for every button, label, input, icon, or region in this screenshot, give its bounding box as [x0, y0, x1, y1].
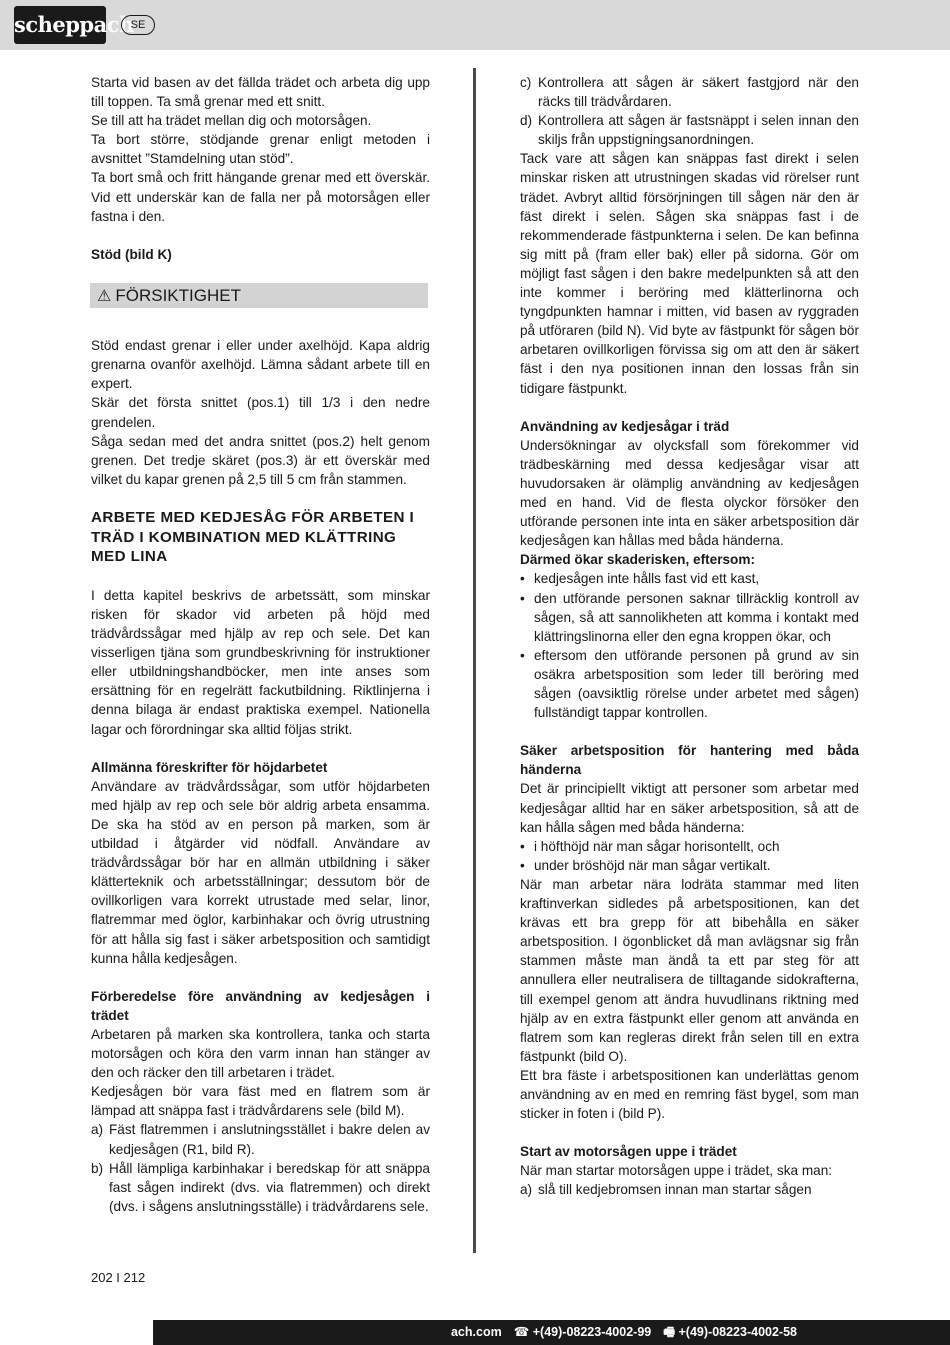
bullet-item: • i höfthöjd när man sågar horisontellt, och [520, 837, 859, 856]
footer-gap [0, 1320, 153, 1345]
paragraph: Ta bort små och fritt hängande grenar med ett överskär. Vid ett underskär kan de falla ner på motorsågen eller fastna i den. [91, 170, 430, 224]
page-footer [0, 1320, 950, 1345]
chapter-heading: ARBETE MED KEDJESÅG FÖR ARBETEN I TRÄD I KOMBINATION MED KLÄTTRING MED LINA [91, 508, 415, 566]
section-heading: Start av motorsågen uppe i trädet [520, 1144, 737, 1160]
list-marker: a) [520, 1182, 533, 1198]
caution-banner [90, 283, 428, 308]
phone-number: ☎ +(49)-08223-4002-99 [513, 1325, 652, 1339]
paragraph: Starta vid basen av det fällda trädet och arbeta dig upp till toppen. Ta små grenar med ett snitt. [91, 75, 430, 110]
column-divider [473, 68, 476, 1253]
paragraph: I detta kapitel beskrivs de arbetssätt, som minskar risken för skador vid arbeten på höjd med trädvårdssågar med hjälp av rep och sele. Det kan visserligen tjäna som grundbeskrivning för instruktioner eller utbildningshandböcker, men inte anses som ersättning för en regelrätt fackutbildning. Riktlinjerna i denna bilaga är endast praktiska exempel. Nationella lagar och förordningar ska alltid följas strikt. [91, 587, 430, 737]
list-item-text: Håll lämpliga karbinhakar i beredskap för att snäppa fast sågen indirekt (dvs. via flatremmen) och direkt (dvs. i sågens anslutningsställe) i trädvårdarens sele. [109, 1160, 430, 1214]
list-marker: c) [520, 75, 532, 90]
paragraph: Stöd endast grenar i eller under axelhöjd. Kapa aldrig grenarna ovanför axelhöjd. Lämna sådant arbete till en expert. [91, 338, 430, 392]
list-item [520, 73, 859, 111]
paragraph: När man startar motorsågen uppe i trädet, ska man: [520, 1163, 833, 1179]
list-marker: b) [91, 1160, 104, 1176]
paragraph: Skär det första snittet (pos.1) till 1/3 i den nedre grendelen. [91, 395, 430, 430]
page-number: 202 I 212 [91, 1270, 146, 1285]
list-marker: d) [520, 113, 533, 129]
list-item [520, 111, 859, 149]
list-marker: a) [91, 1122, 104, 1138]
bullet-item: • kedjesågen inte hålls fast vid ett kast, [520, 569, 859, 588]
section-heading: Stöd (bild K) [91, 246, 172, 262]
list-item [520, 1180, 859, 1199]
paragraph: Ta bort större, stödjande grenar enligt metoden i avsnittet ”Stamdelning utan stöd”. [91, 132, 430, 167]
list-item-text: Fäst flatremmen i anslutningsstället i bakre delen av kedjesågen (R1, bild R). [109, 1122, 430, 1157]
fax-number: 🖷 +(49)-08223-4002-58 [663, 1325, 797, 1339]
paragraph: När man arbetar nära lodräta stammar med liten kraftinverkan sidledes på arbetspositionen, kan det krävas ett bra grepp för att bibehålla en säker arbetsposition. I ögonblicket då man avlägsnar sig från stammen måste man ändå ta ett par steg för att annullera eller neutralisera de tilltagande sidokrafterna, till exempel genom att ändra huvudlinans riktning med hjälp av en extra fästpunkt eller genom att använda en flatrem som kan regleras direkt från selen till en extra fästpunkt (bild O). [520, 876, 859, 1064]
caution-label: FÖRSIKTIGHET [115, 286, 241, 306]
brand-logo: scheppach [14, 6, 106, 44]
section-heading: Därmed ökar skaderisken, eftersom: [520, 552, 755, 568]
language-badge: SE [121, 15, 155, 35]
paragraph: Kedjesågen bör vara fäst med en flatrem som är lämpad att snäppa fast i trädvårdarens sele (bild M). [91, 1084, 430, 1119]
list-item-text: Kontrollera att sågen är säkert fastgjord när den räcks till trädvårdaren. [538, 75, 859, 110]
section-heading: Användning av kedjesågar i träd [520, 418, 730, 434]
warning-icon: ⚠ [97, 288, 112, 306]
bullet-item: • under bröshöjd när man sågar vertikalt. [520, 856, 859, 875]
paragraph: Se till att ha trädet mellan dig och motorsågen. [91, 113, 372, 129]
list-item-text: slå till kedjebromsen innan man startar sågen [538, 1182, 812, 1198]
footer-contact [439, 1320, 797, 1345]
paragraph: Såga sedan med det andra snittet (pos.2) helt genom grenen. Det tredje skäret (pos.3) är ett överskär med vilket du kapar grenen på 2,5 till 5 cm från stammen. [91, 433, 430, 487]
paragraph: Det är principiellt viktigt att personer som arbetar med kedjesågar alltid har en säker arbetsposition, så att de kan hålla sågen med båda händerna: [520, 781, 859, 835]
left-column [91, 73, 430, 1216]
website-link[interactable]: ach.com [450, 1325, 502, 1339]
list-item-text: Kontrollera att sågen är fastsnäppt i selen innan den skiljs från uppstigningsanordningen. [538, 113, 859, 148]
section-heading: Säker arbetsposition för hantering med båda händerna [520, 743, 859, 778]
list-item [91, 1159, 430, 1216]
bullet-item: • eftersom den utförande personen på grund av sin osäkra arbetsposition som leder till beröring med sågen (oavsiktlig rörelse under arbetet med sågen) fullständigt tappar kontrollen. [520, 646, 859, 722]
section-heading: Allmänna föreskrifter för höjdarbetet [91, 759, 328, 775]
paragraph: Undersökningar av olycksfall som förekommer vid trädbeskärning med dessa kedjesågar visar att huvudorsaken är olämplig användning av kedjesågen med en hand. Vid de flesta olyckor försöker den utförande personen inte inta en säker arbetsposition där kedjesågen kan hållas med båda händerna. [520, 437, 859, 549]
right-column [520, 73, 859, 1200]
paragraph: Tack vare att sågen kan snäppas fast direkt i selen minskar risken att utrustningen skadas vid rörelser runt trädet. Avbryt alltid försörjningen till sågen när den är fäst direkt i selen. Sågen ska snäppas fast i de rekommenderade fästpunkterna i selen. De kan befinna sig mitt på (fram eller bak) eller på sidorna. Gör om möjligt fast sågen i den bakre medelpunkten så att den inte kommer i beröring med klätterlinorna och tyngdpunkten hamnar i mitten, vid basen av ryggraden på utföraren (bild N). Vid byte av fästpunkt för sågen bör arbetaren ovillkorligen förvissa sig om att den är säkert fäst i den nya positionen innan den lossas från sin tidigare fästpunkt. [520, 151, 859, 396]
bullet-item: • den utförande personen saknar tillräcklig kontroll av sågen, så att sannolikheten att komma i kontakt med klättringslinorna eller den egna kroppen ökar, och [520, 589, 859, 646]
page-header [0, 0, 950, 50]
section-heading: Förberedelse före användning av kedjesågen i trädet [91, 988, 430, 1023]
paragraph: Ett bra fäste i arbetspositionen kan underlättas genom användning av en med en remring fäst bygel, som man sticker in foten i (bild P). [520, 1067, 859, 1122]
paragraph: Användare av trädvårdssågar, som utför höjdarbeten med hjälp av rep och sele bör aldrig arbeta ensamma. De ska ha stöd av en person på marken, som är utbildad i åtgärder vid nödfall. Användare av trädvårdssågar bör har en allmän utbildning i säker klätterteknik och arbetsställningar; dessutom bör de ovillkorligen vara korrekt utrustade med selar, linor, flatremmar med öglor, karbinhakar och övrig utrustning för att hålla sig fast i säker arbetsposition och samtidigt kunna hålla kedjesågen. [91, 778, 430, 966]
paragraph: Arbetaren på marken ska kontrollera, tanka och starta motorsågen och köra den varm innan han stänger av den och räcker den till arbetaren i trädet. [91, 1027, 430, 1081]
list-item [91, 1120, 430, 1158]
